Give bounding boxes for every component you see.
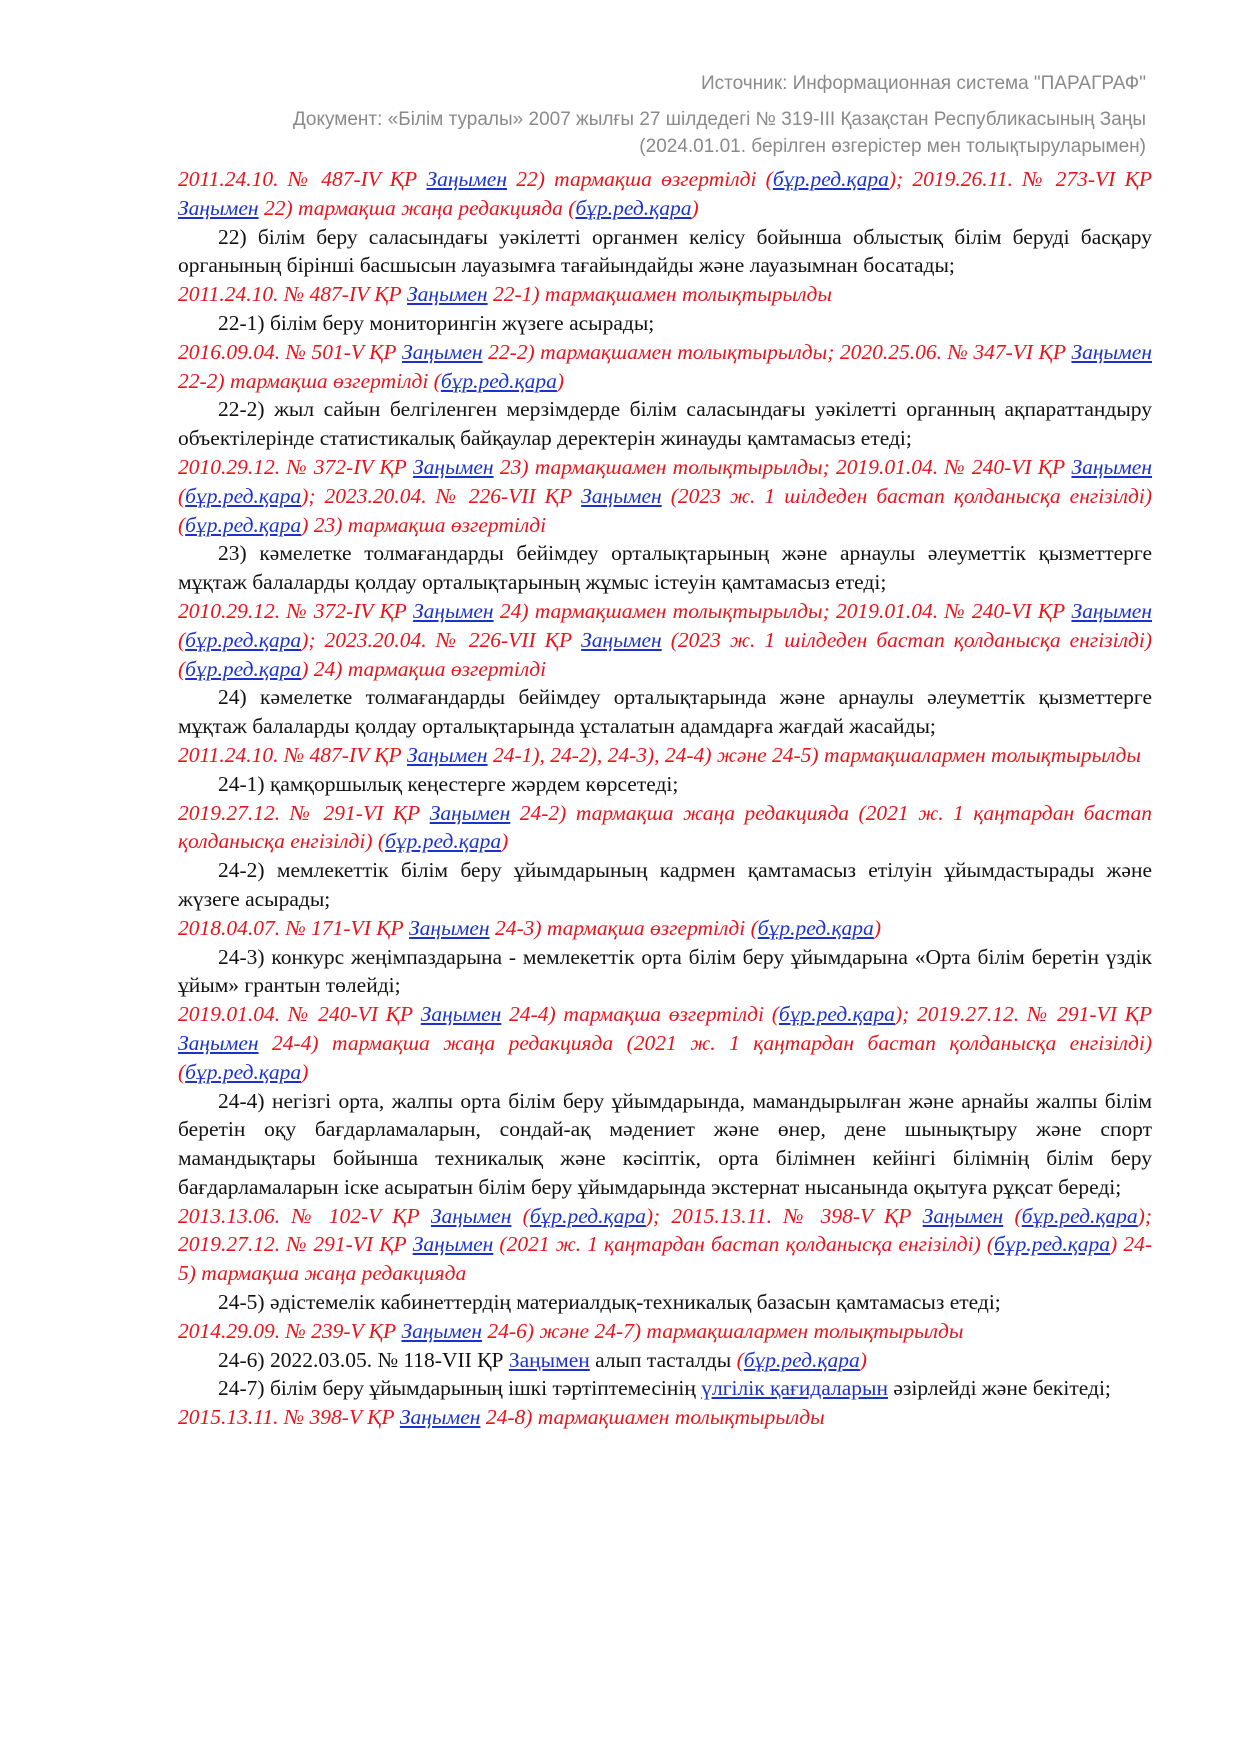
- previous-edition-link[interactable]: бұр.ред.қара: [185, 483, 302, 508]
- law-link[interactable]: Заңымен: [399, 1405, 481, 1430]
- text-run: 2011.24.10. № 487-IV ҚР: [178, 167, 427, 191]
- law-link[interactable]: Заңымен: [178, 1030, 259, 1055]
- law-clause: [178, 770, 1152, 799]
- text-run: 22-1) тармақшамен толықтырылды: [487, 282, 832, 307]
- law-clause: [178, 223, 1152, 281]
- text-run: ); 2023.20.04. № 226-VII ҚР: [301, 483, 582, 508]
- amendment-note: [178, 597, 1152, 683]
- text-run: ); 2023.20.04. № 226-VII ҚР: [301, 627, 582, 652]
- model-rules-link[interactable]: үлгілік қағидаларын: [701, 1376, 888, 1401]
- text-run: 23) кәмелетке толмағандарды бейімдеу орталықтарының және арнаулы әлеуметтік қызметтерге мұқтаж балаларды қолдау орталықтарының жұмыс істеуін қамтамасыз етеді;: [178, 541, 1152, 595]
- amendment-note: [178, 1317, 1152, 1346]
- law-clause: [178, 309, 1152, 338]
- amendment-note: [178, 1000, 1152, 1086]
- text-run: 2019.27.12. № 291-VI ҚР: [178, 800, 430, 825]
- previous-edition-link[interactable]: бұр.ред.қара: [743, 1347, 860, 1372]
- text-run: 24-4) тармақша өзгертілді (: [501, 1002, 779, 1027]
- text-run: 24-1), 24-2), 24-3), 24-4) және 24-5) тармақшалармен толықтырылды: [487, 742, 1141, 767]
- text-run: ): [691, 195, 699, 220]
- text-run: ) 23) тармақша өзгертілді: [301, 512, 547, 537]
- inline-note-text: (: [736, 1347, 744, 1372]
- text-run: 24-5) әдістемелік кабинеттердің материалдық-техникалық базасын қамтамасыз етеді;: [218, 1290, 1001, 1315]
- law-link[interactable]: Заңымен: [426, 167, 507, 191]
- text-run: ) 24-5) тармақша жаңа редакцияда: [178, 1232, 1152, 1286]
- text-run: 24-6) және 24-7) тармақшалармен толықтырылды: [482, 1318, 964, 1343]
- law-link[interactable]: Заңымен: [402, 339, 483, 364]
- previous-edition-link[interactable]: бұр.ред.қара: [994, 1232, 1111, 1257]
- previous-edition-link[interactable]: бұр.ред.қара: [778, 1002, 895, 1027]
- law-clause: [178, 1288, 1152, 1317]
- law-clause: [178, 683, 1152, 741]
- amendment-note: [178, 1202, 1152, 1288]
- text-run: ): [301, 1059, 309, 1084]
- amendment-note: [178, 799, 1152, 857]
- text-run: 24) тармақшамен толықтырылды; 2019.01.04. № 240-VI ҚР: [493, 598, 1072, 623]
- text-run: ) 24) тармақша өзгертілді: [301, 656, 547, 681]
- text-run: алып тасталды: [589, 1347, 737, 1372]
- inline-note-text: ): [859, 1347, 867, 1372]
- text-run: (: [178, 483, 186, 508]
- text-run: 22) білім беру саласындағы уәкілетті органмен келісу бойынша облыстық білім беруді басқару органының бірінші басшысын лауазымға тағайындайды және лауазымнан босатады;: [178, 224, 1152, 278]
- text-run: (: [511, 1203, 530, 1228]
- text-run: 22-2) тармақша өзгертілді (: [178, 368, 441, 393]
- document-edition-line: (2024.01.01. берілген өзгерістер мен толықтыруларымен): [639, 136, 1146, 157]
- previous-edition-link[interactable]: бұр.ред.қара: [529, 1203, 646, 1228]
- text-run: (2021 ж. 1 қаңтардан бастап қолданысқа енгізілді) (: [493, 1232, 995, 1257]
- text-run: 24-7) білім беру ұйымдарының ішкі тәртіптемесінің: [218, 1376, 702, 1401]
- law-clause: [178, 539, 1152, 597]
- law-link[interactable]: Заңымен: [581, 627, 662, 652]
- law-link[interactable]: Заңымен: [1071, 598, 1152, 623]
- text-run: 22-2) тармақшамен толықтырылды; 2020.25.06. № 347-VI ҚР: [482, 339, 1072, 364]
- text-run: 24-2) мемлекеттік білім беру ұйымдарының кадрмен қамтамасыз етілуін ұйымдастырады және жүзеге асырады;: [178, 858, 1152, 911]
- amendment-note: [178, 1403, 1152, 1432]
- text-run: 2011.24.10. № 487-IV ҚР: [178, 282, 408, 307]
- amendment-note: [178, 165, 1152, 223]
- previous-edition-link[interactable]: бұр.ред.қара: [185, 1059, 302, 1084]
- text-run: ); 2019.26.11. № 273-VI ҚР: [888, 167, 1153, 191]
- law-link[interactable]: Заңымен: [412, 1232, 494, 1257]
- previous-edition-link[interactable]: бұр.ред.қара: [757, 915, 874, 940]
- text-run: 22) тармақша жаңа редакцияда (: [258, 195, 576, 220]
- amendment-note: [178, 914, 1152, 943]
- text-run: (2023 ж. 1 шілдеден бастап қолданысқа енгізілді) (: [178, 483, 1152, 537]
- amendment-note: [178, 338, 1152, 396]
- previous-edition-link[interactable]: бұр.ред.қара: [575, 195, 692, 220]
- text-run: 24-6) 2022.03.05. № 118-VII ҚР: [218, 1347, 509, 1372]
- law-link[interactable]: Заңымен: [429, 800, 511, 825]
- law-link[interactable]: Заңымен: [407, 282, 488, 307]
- text-run: 22-1) білім беру мониторингін жүзеге асырады;: [218, 310, 655, 335]
- text-run: ); 2015.13.11. № 398-V ҚР: [645, 1203, 923, 1228]
- law-link[interactable]: Заңымен: [1071, 454, 1152, 479]
- law-link[interactable]: Заңымен: [1071, 339, 1152, 364]
- text-run: 24-1) қамқоршылық кеңестерге жәрдем көрсетеді;: [218, 771, 679, 796]
- text-run: 23) тармақшамен толықтырылды; 2019.01.04. № 240-VI ҚР: [493, 454, 1072, 479]
- document-title-line: Документ: «Білім туралы» 2007 жылғы 27 шілдедегі № 319-III Қазақстан Республикасының Заңы: [292, 109, 1146, 130]
- amendment-note: [178, 280, 1152, 309]
- law-link[interactable]: Заңымен: [922, 1203, 1004, 1228]
- text-run: 2016.09.04. № 501-V ҚР: [178, 339, 403, 364]
- law-link[interactable]: Заңымен: [178, 195, 259, 220]
- text-run: 2013.13.06. № 102-V ҚР: [178, 1203, 431, 1228]
- source-line: Источник: Информационная система "ПАРАГРАФ": [700, 73, 1146, 94]
- text-run: 2010.29.12. № 372-IV ҚР: [178, 598, 414, 623]
- previous-edition-link[interactable]: бұр.ред.қара: [1021, 1203, 1138, 1228]
- text-run: 22) тармақша өзгертілді (: [507, 167, 773, 191]
- law-clause: [178, 1087, 1152, 1202]
- document-body: [178, 165, 1152, 1432]
- law-link[interactable]: Заңымен: [581, 483, 662, 508]
- law-clause: [178, 943, 1152, 1001]
- text-run: 2015.13.11. № 398-V ҚР: [178, 1405, 400, 1430]
- text-run: ); 2019.27.12. № 291-VI ҚР: [178, 1203, 1152, 1257]
- law-link[interactable]: Заңымен: [413, 598, 494, 623]
- text-run: әзірлейді және бекітеді;: [888, 1376, 1111, 1401]
- text-run: 22-2) жыл сайын белгіленген мерзімдерде білім саласындағы уәкілетті органның ақпараттандыру объектілерінде статистикалық байқаулар деректерін жинауды қамтамасыз етеді;: [178, 397, 1152, 451]
- amendment-note: [178, 741, 1152, 770]
- text-run: 2011.24.10. № 487-IV ҚР: [178, 742, 408, 767]
- document-header: [293, 70, 1146, 160]
- text-run: (: [1003, 1203, 1022, 1228]
- law-clause: [178, 1346, 1152, 1375]
- law-link[interactable]: Заңымен: [407, 742, 488, 767]
- previous-edition-link[interactable]: бұр.ред.қара: [185, 512, 302, 537]
- text-run: 24-2) тармақша жаңа редакцияда (2021 ж. 1 қаңтардан бастап қолданысқа енгізілді) (: [178, 800, 1153, 854]
- text-run: 24-4) тармақша жаңа редакцияда (2021 ж. 1 қаңтардан бастап қолданысқа енгізілді) (: [178, 1030, 1152, 1084]
- previous-edition-link[interactable]: бұр.ред.қара: [385, 829, 502, 854]
- law-link[interactable]: Заңымен: [430, 1203, 512, 1228]
- text-run: 24-3) конкурс жеңімпаздарына - мемлекеттік орта білім беру ұйымдарына «Орта білім беретін үздік ұйым» грантын төлейді;: [178, 944, 1152, 998]
- text-run: 24) кәмелетке толмағандарды бейімдеу орталықтарында және арнаулы әлеуметтік қызметтерге мұқтаж балаларды қолдау орталықтарында ұсталатын адамдарға жағдай жасайды;: [178, 685, 1152, 739]
- text-run: 2010.29.12. № 372-IV ҚР: [178, 454, 414, 479]
- law-link[interactable]: Заңымен: [508, 1347, 590, 1372]
- text-run: 2018.04.07. № 171-VI ҚР: [178, 915, 410, 940]
- text-run: ): [556, 368, 565, 393]
- previous-edition-link[interactable]: бұр.ред.қара: [772, 167, 889, 191]
- law-clause: [178, 856, 1152, 914]
- previous-edition-link[interactable]: бұр.ред.қара: [440, 368, 557, 393]
- text-run: 2019.01.04. № 240-VI ҚР: [178, 1002, 421, 1027]
- text-run: ): [873, 915, 881, 940]
- amendment-note: [178, 453, 1152, 539]
- previous-edition-link[interactable]: бұр.ред.қара: [185, 656, 302, 681]
- law-link[interactable]: Заңымен: [420, 1002, 502, 1027]
- law-link[interactable]: Заңымен: [409, 915, 490, 940]
- text-run: (2023 ж. 1 шілдеден бастап қолданысқа енгізілді) (: [178, 627, 1152, 681]
- law-clause: [178, 1374, 1152, 1403]
- text-run: 24-3) тармақша өзгертілді (: [489, 915, 758, 940]
- law-link[interactable]: Заңымен: [413, 454, 494, 479]
- text-run: 24-8) тармақшамен толықтырылды: [480, 1405, 825, 1430]
- law-clause: [178, 395, 1152, 453]
- previous-edition-link[interactable]: бұр.ред.қара: [185, 627, 302, 652]
- text-run: 2014.29.09. № 239-V ҚР: [178, 1318, 402, 1343]
- text-run: ): [501, 829, 509, 854]
- text-run: (: [178, 627, 186, 652]
- law-link[interactable]: Заңымен: [401, 1318, 483, 1343]
- text-run: ); 2019.27.12. № 291-VI ҚР: [894, 1002, 1152, 1027]
- text-run: 24-4) негізгі орта, жалпы орта білім беру ұйымдарында, мамандырылған және арнайы жалпы білім беретін оқу бағдарламаларын, сондай-ақ мәдениет және өнер, дене шынықтыру және спорт мамандықтары бойынша техникалық және кәсіптік, орта білімнен кейінгі білімнің білім беру бағдарламаларын іске асыратын білім беру ұйымдарында экстернат нысанында оқытуға рұқсат береді;: [178, 1088, 1152, 1199]
